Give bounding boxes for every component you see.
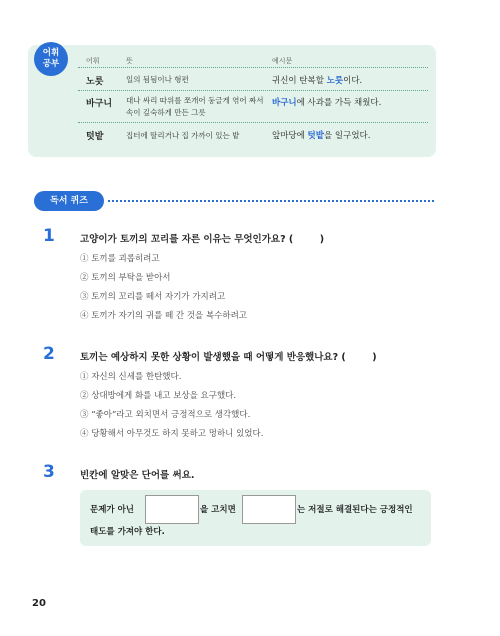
vocab-divider <box>78 122 428 123</box>
example-text: 을 일구었다. <box>323 131 371 141</box>
answer-option[interactable]: ③ 토끼의 꼬리를 떼서 자기가 가지려고 <box>80 292 226 302</box>
vocab-header-meaning: 뜻 <box>126 57 133 65</box>
vocab-badge <box>34 42 68 76</box>
answer-option[interactable]: ③ “좋아”라고 외치면서 긍정적으로 생각했다. <box>80 410 251 420</box>
vocab-badge-label: 어휘 공부 <box>42 48 60 69</box>
question-text: 빈칸에 알맞은 단어를 써요. <box>80 470 195 481</box>
question-number: 2 <box>43 344 55 364</box>
vocab-header-example: 예시문 <box>272 57 293 65</box>
answer-option[interactable]: ① 자신의 신세를 한탄했다. <box>80 372 182 382</box>
vocab-meaning: 일의 됨됨이나 형편 <box>126 75 189 84</box>
vocab-meaning: 대나 싸리 따위를 쪼개어 둥글게 엮어 짜서 <box>126 96 264 105</box>
blank-input-2[interactable] <box>242 495 296 524</box>
page-number: 20 <box>32 598 46 609</box>
vocab-word: 텃밭 <box>86 132 104 142</box>
vocab-divider <box>78 90 428 91</box>
example-text: 에 사과를 가득 채웠다. <box>296 98 382 108</box>
example-text: 앞마당에 <box>272 131 308 141</box>
quiz-badge: 독서 퀴즈 <box>34 191 104 211</box>
quiz-dotted-line <box>108 200 434 202</box>
answer-option[interactable]: ① 토끼를 괴롭히려고 <box>80 254 160 264</box>
fill-text: 문제가 아닌 <box>90 505 135 515</box>
vocab-divider <box>78 67 428 68</box>
vocab-example <box>272 129 370 141</box>
example-text: 귀신이 탄복할 <box>272 76 327 86</box>
question-number: 1 <box>43 226 55 246</box>
question-number: 3 <box>43 462 55 482</box>
vocab-word: 노릇 <box>86 77 104 87</box>
vocab-word: 바구니 <box>86 99 113 109</box>
answer-option[interactable]: ④ 토끼가 자기의 귀를 떼 간 것을 복수하려고 <box>80 311 248 321</box>
vocab-example <box>272 74 362 86</box>
example-highlight: 텃밭 <box>307 131 324 141</box>
answer-option[interactable]: ② 토끼의 부탁을 받아서 <box>80 273 171 283</box>
fill-text: 을 고치면 <box>200 505 236 515</box>
vocab-meaning: 집터에 딸리거나 집 가까이 있는 밭 <box>126 131 240 140</box>
vocab-header-word: 어휘 <box>86 57 100 65</box>
fill-text: 는 저절로 해결된다는 긍정적인 <box>297 505 413 515</box>
blank-input-1[interactable] <box>145 495 199 524</box>
question-text: 고양이가 토끼의 꼬리를 자른 이유는 무엇인가요? ( ) <box>80 234 325 245</box>
fill-text: 태도를 가져야 한다. <box>90 527 165 537</box>
answer-option[interactable]: ④ 당황해서 아무것도 하지 못하고 멍하니 있었다. <box>80 429 264 439</box>
example-highlight: 노릇 <box>326 76 344 86</box>
example-text: 이다. <box>343 76 363 86</box>
answer-option[interactable]: ② 상대방에게 화를 내고 보상을 요구했다. <box>80 391 237 401</box>
example-highlight: 바구니 <box>272 98 297 108</box>
vocab-example <box>272 96 381 108</box>
question-text: 토끼는 예상하지 못한 상황이 발생했을 때 어떻게 반응했나요? ( ) <box>80 352 377 363</box>
vocab-meaning: 속이 깊숙하게 만든 그릇 <box>126 108 206 117</box>
